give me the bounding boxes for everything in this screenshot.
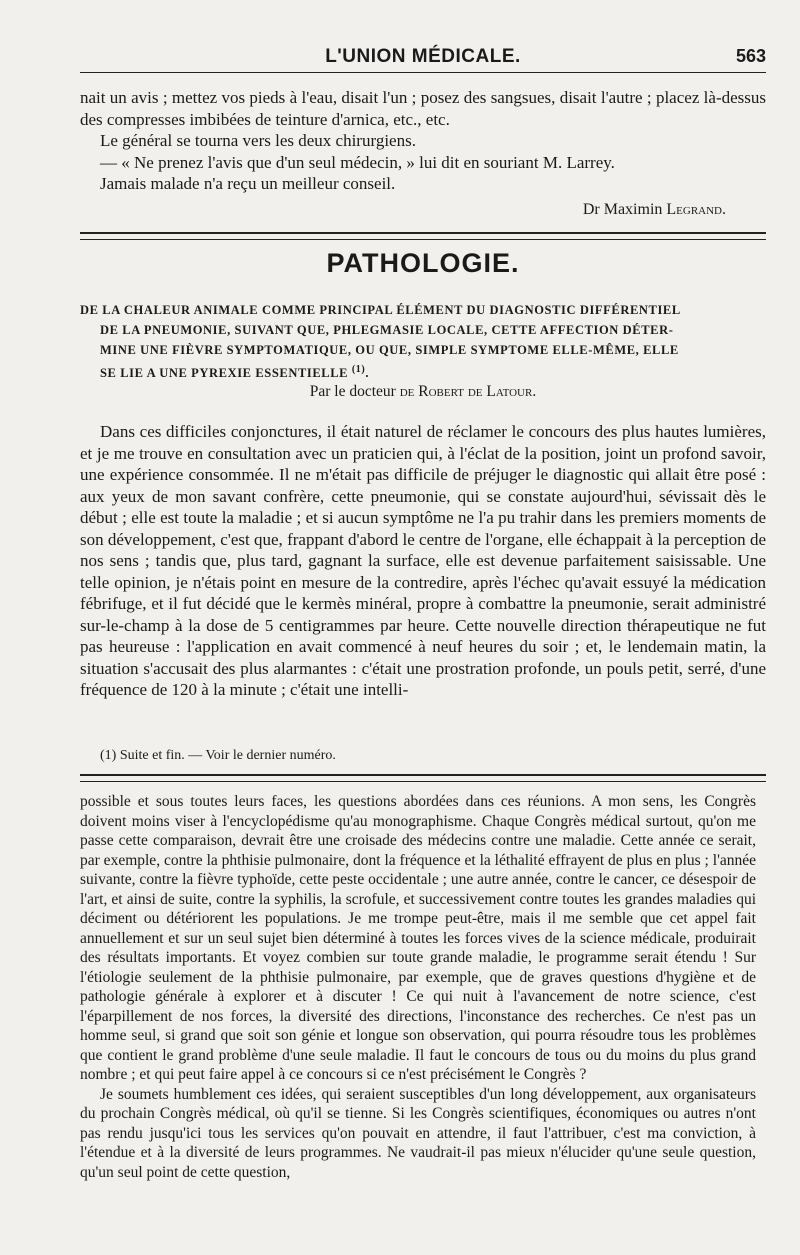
article-title-line: SE LIE A UNE PYREXIE ESSENTIELLE $^{(1)}$.: [100, 364, 370, 381]
paragraph: Je soumets humblement ces idées, qui seraient susceptibles d'un long développement, aux organisateurs du prochain Congrès médical, où qu'il se tienne. Si les Congrès scientifiques, économiques ou autres n'ont pas rendu jusqu'ici tous les services qu'on pouvait en attendre, il faut l'attribuer, c'est ma conviction, à l'étendue et à la diversité de leurs programmes. Ne vaudrait-il pas mieux n'élucider qu'une seule question, qu'un seul point de cette question,: [80, 1085, 756, 1181]
article-body: [80, 421, 766, 701]
feuilleton-text: [80, 792, 756, 1182]
paragraph: — « Ne prenez l'avis que d'un seul médecin, » lui dit en souriant M. Larrey.: [100, 152, 615, 172]
article-title-line: DE LA PNEUMONIE, SUIVANT QUE, PHLEGMASIE LOCALE, CETTE AFFECTION DÉTER-: [100, 323, 674, 337]
feuilleton-divider: [80, 774, 766, 782]
running-title: L'UNION MÉDICALE.: [325, 46, 521, 67]
article-title-line: DE LA CHALEUR ANIMALE COMME PRINCIPAL ÉLÉMENT DU DIAGNOSTIC DIFFÉRENTIEL: [80, 303, 681, 317]
author-signature: [80, 199, 766, 221]
byline-author: de Robert de Latour.: [399, 383, 537, 400]
section-divider: [80, 232, 766, 240]
footnote-mark: (1): [351, 364, 366, 375]
paragraph: possible et sous toutes leurs faces, les questions abordées dans ces réunions. A mon sens, les Congrès doivent moins viser à l'encyclopédisme qu'au monographisme. Chaque Congrès médical surtout, qu'on me passe cette comparaison, devrait être une croisade des médecins contre une maladie. Cette année ce serait, par exemple, contre la phthisie pulmonaire, dont la fréquence et la léthalité effrayent de plus en plus ; l'année suivante, contre la fièvre typhoïde, cette peste occidentale ; une autre année, contre le cancer, ce désespoir de l'art, et ainsi de suite, contre la syphilis, la scrofule, et successivement contre toutes les grandes maladies qui déciment ou détériorent les populations. Je me trompe peut-être, mais il me semble que cet appel fait annuellement et sur un seul sujet bien déterminé à toutes les forces vives de la science médicale, produirait des résultats importants. Et voyez combien sur toute grande maladie, le programme serait étendu ! Sur l'étiologie seulement de la phthisie pulmonaire, par exemple, que de graves questions d'hygiène et de pathologie générale à explorer et à discuter ! Ce qui nuit à l'avancement de notre science, c'est l'éparpillement de nos forces, la diversité des directions, l'inconstance des recherches. Ce n'est pas un homme seul, si grand que soit son génie et longue son observation, qui pourra résoudre tous les problèmes que contient le grand problème d'une seule maladie. Il faut le concours de tous ou du moins du plus grand nombre ; et qui peut faire appel à ce concours si ce n'est précisément le Congrès ?: [80, 793, 756, 1083]
page-number: 563: [735, 46, 766, 66]
section-title: PATHOLOGIE.: [326, 248, 520, 278]
page-header: [80, 46, 766, 73]
previous-article-ending: [80, 87, 766, 220]
byline-prefix: Par le docteur: [309, 383, 396, 400]
byline: [80, 383, 766, 401]
footnote: [80, 748, 766, 764]
signature-name: Legrand.: [666, 200, 726, 218]
article-title-line-text: SE LIE A UNE PYREXIE ESSENTIELLE: [100, 366, 349, 381]
footnote-text: (1) Suite et fin. — Voir le dernier numéro.: [100, 748, 336, 763]
article-title-line: MINE UNE FIÈVRE SYMPTOMATIQUE, OU QUE, SIMPLE SYMPTOME ELLE-MÊME, ELLE: [100, 343, 679, 357]
paragraph: Jamais malade n'a reçu un meilleur conseil.: [100, 174, 396, 193]
paragraph: Le général se tourna vers les deux chirurgiens.: [100, 131, 416, 150]
paragraph: nait un avis ; mettez vos pieds à l'eau, disait l'un ; posez des sangsues, disait l'autre ; placez là-dessus des compresses imbibées de teinture d'arnica, etc., etc.: [80, 88, 766, 129]
paragraph: Dans ces difficiles conjonctures, il était naturel de réclamer le concours des plus hautes lumières, et je me trouve en consultation avec un praticien qui, à l'éclat de la position, joint un profond savoir, une expérience consommée. Il ne m'était pas difficile de préjuger le diagnostic qui allait être posé : aux yeux de mon savant confrère, cette pneumonie, qui se constate aujourd'hui, sévissait dès le début ; elle est toute la maladie ; et si aucun symptôme ne l'a pu trahir dans les premiers moments de son développement, c'est que, frappant d'abord le centre de l'organe, elle échappait à la perception de nos sens ; tandis que, plus tard, gagnant la surface, elle est devenue parfaitement saisissable. Une telle opinion, je n'étais point en mesure de la contredire, après l'échec qu'avait essuyé la médication fébrifuge, et il fut décidé que le kermès minéral, propre à combattre la pneumonie, serait administré sur-le-champ à la dose de 5 centigrammes par heure. Cette nouvelle direction thérapeutique ne fut pas heureuse : l'application en avait commencé à neuf heures du soir ; et, le lendemain matin, la situation s'accusait des plus alarmantes : c'était une prostration profonde, un pouls petit, serré, d'une fréquence de 120 à la minute ; c'était une intelli-: [80, 422, 766, 699]
signature-prefix: Dr Maximin: [582, 200, 663, 218]
article-title: [80, 300, 766, 383]
